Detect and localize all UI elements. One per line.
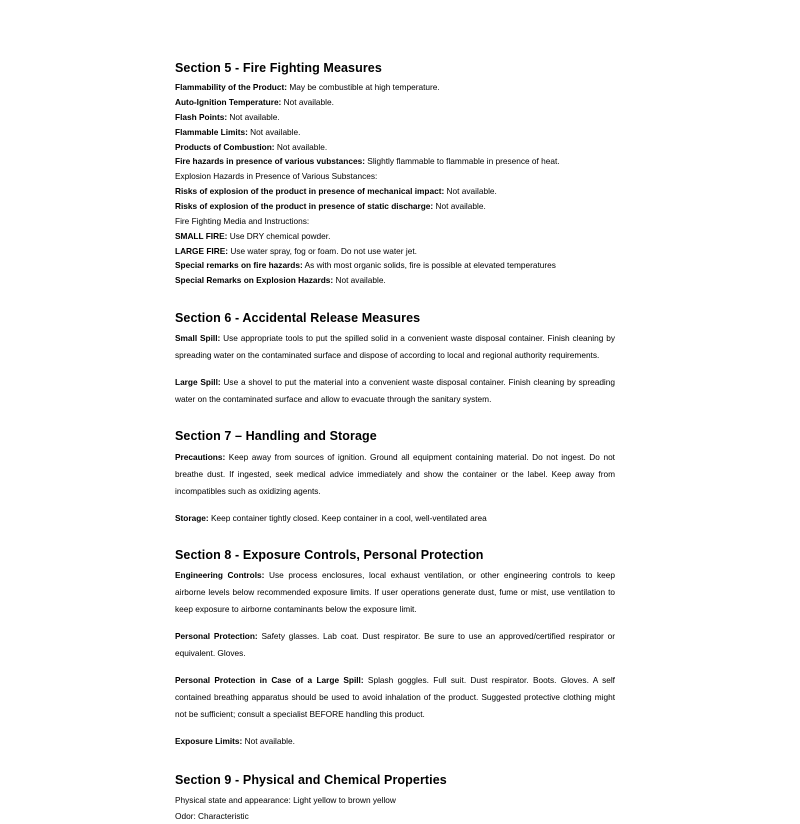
paragraph-text: Keep away from sources of ignition. Ground all equipment containing material. Do not ingest. Do not breathe dust. If ingested, seek medical advice immediately and show the container or the label. Keep away from incompatibles such as oxidizing agents. [175, 451, 615, 496]
paragraph-text: Use process enclosures, local exhaust ventilation, or other engineering controls to keep airborne levels below recommended exposure limits. If user operations generate dust, fume or mist, use ventilation to keep exposure to airborne contaminants below the exposure limit. [175, 569, 615, 614]
spec-line [175, 792, 615, 808]
spec-label: Auto-Ignition Temperature: [175, 97, 282, 108]
section-fire-fighting-measures [175, 60, 615, 288]
spec-value: Explosion Hazards in Presence of Various Substances: [175, 171, 378, 182]
section-heading: Section 5 - Fire Fighting Measures [175, 61, 382, 75]
paragraph [175, 628, 615, 662]
spec-line [175, 125, 615, 140]
paragraph-label: Personal Protection in Case of a Large Spill: [175, 674, 364, 685]
spec-value: As with most organic solids, fire is possible at elevated temperatures [302, 260, 556, 271]
paragraph [175, 374, 615, 408]
paragraph-text: Use appropriate tools to put the spilled solid in a convenient waste disposal container. Finish cleaning by spreading water on the contaminated surface and dispose of according to local and regional authority requirements. [175, 333, 615, 361]
spec-line [175, 808, 615, 824]
spec-line [175, 140, 615, 155]
spec-value: Not available. [333, 275, 386, 286]
spec-value: Use DRY chemical powder. [227, 230, 331, 241]
spec-value: Odor: Characteristic [175, 811, 249, 822]
paragraph [175, 449, 615, 500]
section-heading: Section 9 - Physical and Chemical Properties [175, 772, 447, 787]
paragraph-text: Not available. [242, 735, 295, 746]
section-physical-and-chemical-properties [175, 772, 615, 824]
spec-value: Physical state and appearance: Light yellow to brown yellow [175, 795, 396, 806]
paragraph [175, 672, 615, 723]
spec-line [175, 95, 615, 110]
spec-label: Flammability of the Product: [175, 82, 288, 93]
paragraph-text: Splash goggles. Full suit. Dust respirator. Boots. Gloves. A self contained breathing apparatus should be used to avoid inhalation of the product. Suggested protective clothing might not be sufficient; consult a specialist BEFORE handling this product. [175, 674, 615, 719]
spec-line [175, 154, 615, 169]
paragraph-text: Use a shovel to put the material into a convenient waste disposal container. Finish cleaning by spreading water on the contaminated surface and allow to evacuate through the sanitary system. [175, 377, 616, 405]
spec-line [175, 184, 615, 199]
section-handling-and-storage [175, 428, 615, 526]
spec-label: Flash Points: [175, 111, 228, 122]
section-heading: Section 7 – Handling and Storage [175, 429, 377, 444]
spec-label: Flammable Limits: [175, 126, 248, 137]
spec-line [175, 273, 615, 288]
spec-label: LARGE FIRE: [175, 245, 229, 256]
spec-label: Fire hazards in presence of various vubstances: [175, 156, 365, 167]
spec-value: Not available. [444, 186, 497, 197]
spec-label: Risks of explosion of the product in presence of mechanical impact: [175, 186, 445, 197]
spec-label: Products of Combustion: [175, 141, 275, 152]
paragraph [175, 567, 615, 618]
spec-value: Slightly flammable to flammable in presence of heat. [364, 156, 560, 167]
paragraph-label: Exposure Limits: [175, 735, 243, 746]
section-heading: Section 8 - Exposure Controls, Personal Protection [175, 547, 484, 562]
spec-value: Not available. [274, 141, 328, 152]
section-heading: Section 6 - Accidental Release Measures [175, 311, 421, 326]
spec-line [175, 110, 615, 125]
spec-value: Not available. [433, 201, 486, 211]
spec-line [175, 214, 615, 229]
paragraph-label: Storage: [175, 512, 209, 523]
spec-line [175, 229, 615, 244]
paragraph [175, 510, 615, 527]
paragraph-label: Personal Protection: [175, 630, 258, 641]
section-exposure-controls-personal-protection [175, 547, 615, 750]
paragraph [175, 330, 615, 364]
section-accidental-release-measures [175, 310, 615, 408]
spec-line [175, 169, 615, 184]
spec-label: Special Remarks on Explosion Hazards: [175, 275, 334, 286]
spec-line [175, 80, 615, 95]
spec-label: Special remarks on fire hazards: [175, 260, 303, 271]
document-body [175, 60, 615, 824]
paragraph-label: Engineering Controls: [175, 569, 265, 580]
paragraph-label: Precautions: [175, 451, 226, 462]
spec-label: SMALL FIRE: [175, 230, 228, 241]
spec-label: Risks of explosion of the product in presence of static discharge: [175, 201, 434, 211]
spec-line [175, 199, 615, 214]
spec-value: Use water spray, fog or foam. Do not use water jet. [228, 245, 417, 256]
paragraph-label: Small Spill: [175, 333, 221, 344]
spec-value: May be combustible at high temperature. [287, 82, 440, 93]
spec-value: Fire Fighting Media and Instructions: [175, 215, 310, 226]
spec-value: Not available. [247, 126, 301, 137]
spec-value: Not available. [281, 97, 334, 108]
paragraph-label: Large Spill: [175, 377, 221, 388]
spec-line [175, 258, 615, 273]
paragraph-text: Keep container tightly closed. Keep container in a cool, well-ventilated area [208, 512, 487, 523]
paragraph [175, 733, 615, 750]
spec-line [175, 244, 615, 259]
spec-value: Not available. [227, 111, 280, 122]
paragraph-text: Safety glasses. Lab coat. Dust respirator. Be sure to use an approved/certified respirator or equivalent. Gloves. [175, 630, 615, 658]
